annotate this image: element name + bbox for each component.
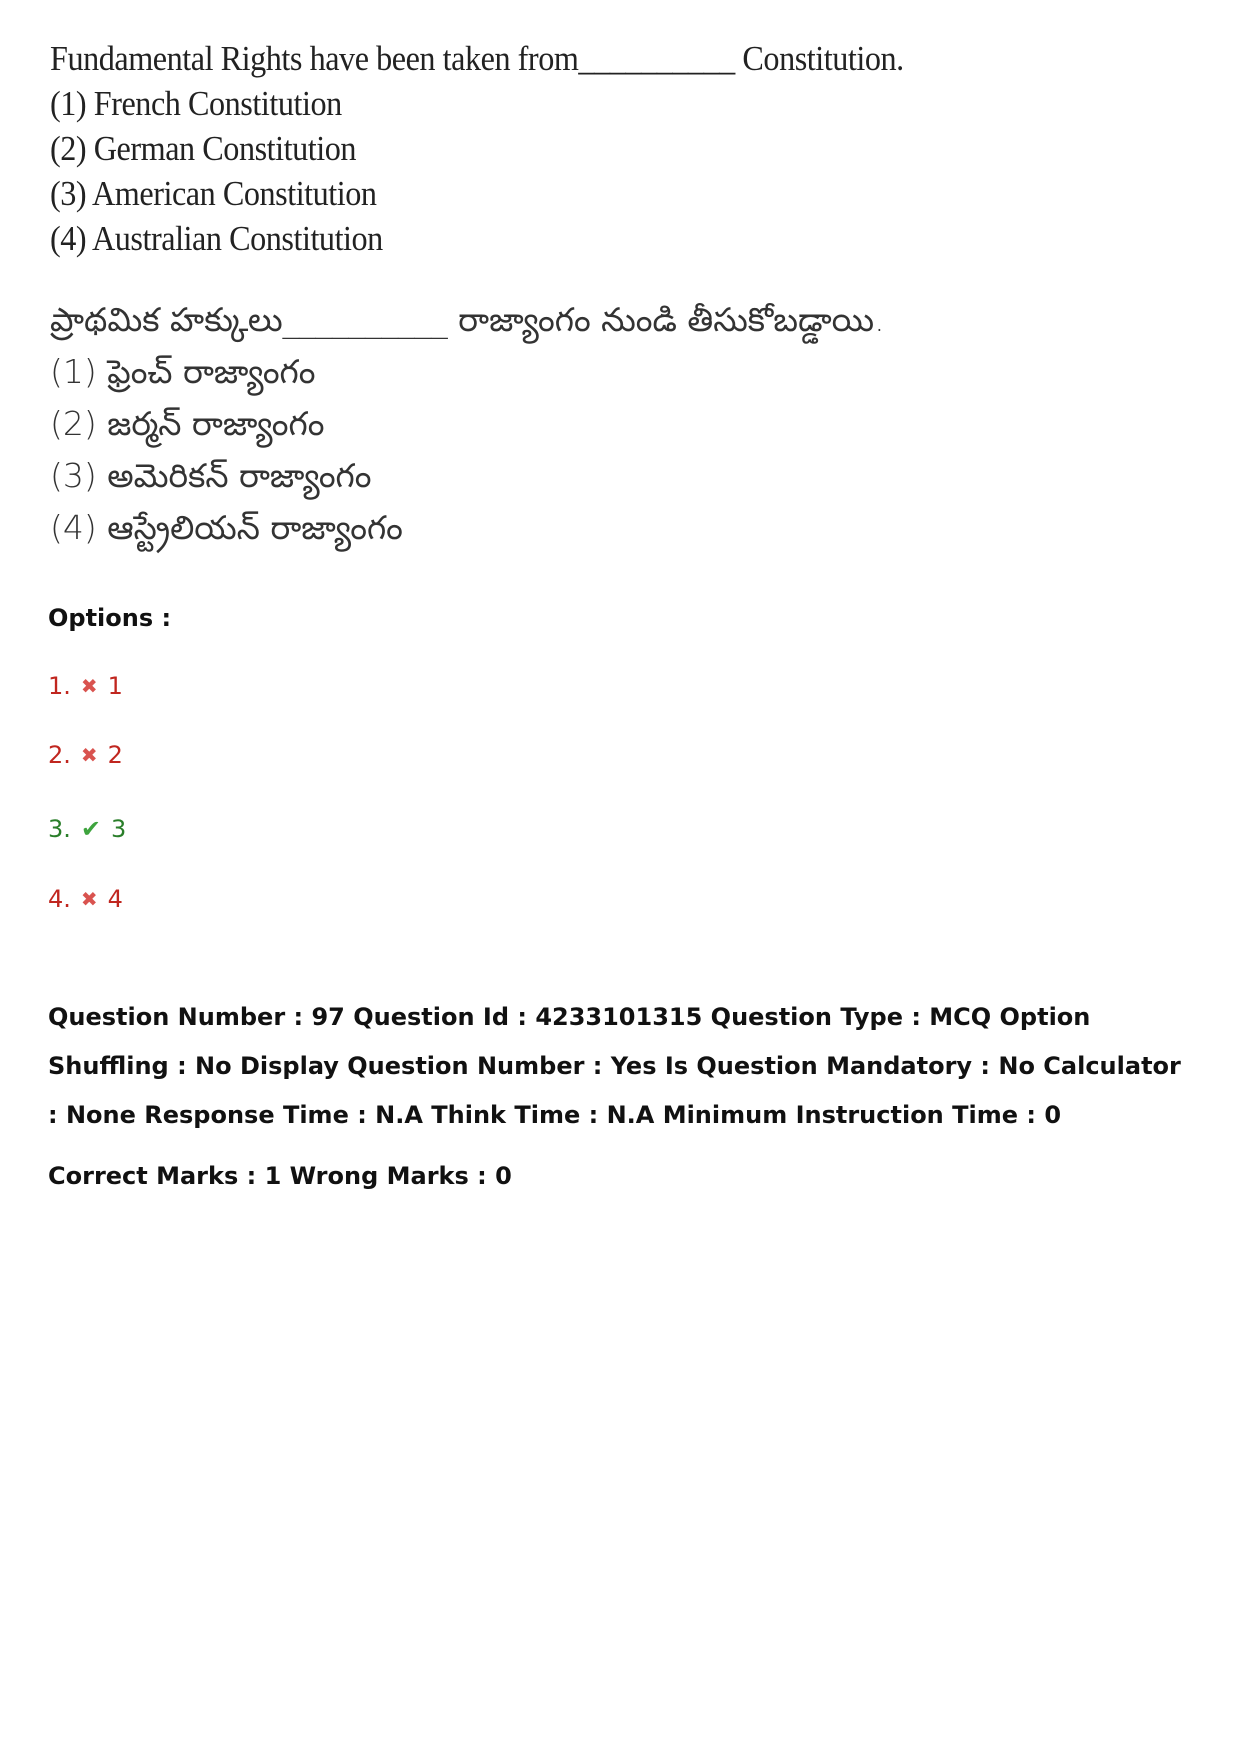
choice-telugu-1: (1) ఫ్రెంచ్ రాజ్యాంగం xyxy=(50,352,316,391)
option-4 xyxy=(48,885,123,913)
choice-telugu-4: (4) ఆస్ట్రేలియన్ రాజ్యాంగం xyxy=(50,508,403,547)
option-number: 1. xyxy=(48,672,71,700)
question-english xyxy=(50,36,950,261)
options-heading: Options : xyxy=(48,604,172,632)
choice-telugu-3: (3) అమెరికన్ రాజ్యాంగం xyxy=(50,456,372,495)
question-image xyxy=(50,36,950,554)
cross-icon: ✖ xyxy=(80,674,98,698)
option-1 xyxy=(48,672,123,700)
choice-telugu-2: (2) జర్మన్ రాజ్యాంగం xyxy=(50,404,325,443)
check-icon: ✔ xyxy=(80,815,102,843)
cross-icon: ✖ xyxy=(80,743,98,767)
question-stem-english: Fundamental Rights have been taken from__________ Constitution. xyxy=(50,39,904,78)
option-2 xyxy=(48,741,123,769)
choice-english-1: (1) French Constitution xyxy=(50,84,342,123)
marks-info: Correct Marks : 1 Wrong Marks : 0 xyxy=(48,1162,512,1190)
option-number: 2. xyxy=(48,741,71,769)
option-number: 3. xyxy=(48,815,71,843)
choice-english-4: (4) Australian Constitution xyxy=(50,219,383,258)
cross-icon: ✖ xyxy=(80,887,98,911)
option-value: 1 xyxy=(107,672,123,700)
question-telugu xyxy=(50,294,950,554)
question-stem-telugu: ప్రాథమిక హక్కులు__________ రాజ్యాంగం నుండి తీసుకోబడ్డాయి. xyxy=(50,300,885,339)
option-number: 4. xyxy=(48,885,71,913)
option-value: 4 xyxy=(107,885,123,913)
choice-english-2: (2) German Constitution xyxy=(50,129,357,168)
option-value: 2 xyxy=(107,741,123,769)
question-metadata: Question Number : 97 Question Id : 4233101315 Question Type : MCQ Option Shuffling : No Display Question Number : Yes Is Question Mandatory : No Calculator : None Response Time : N.A Think Time : N.A Minimum Instruction Time : 0 xyxy=(48,1003,1181,1129)
option-value: 3 xyxy=(111,815,127,843)
option-3 xyxy=(48,815,126,843)
choice-english-3: (3) American Constitution xyxy=(50,174,377,213)
